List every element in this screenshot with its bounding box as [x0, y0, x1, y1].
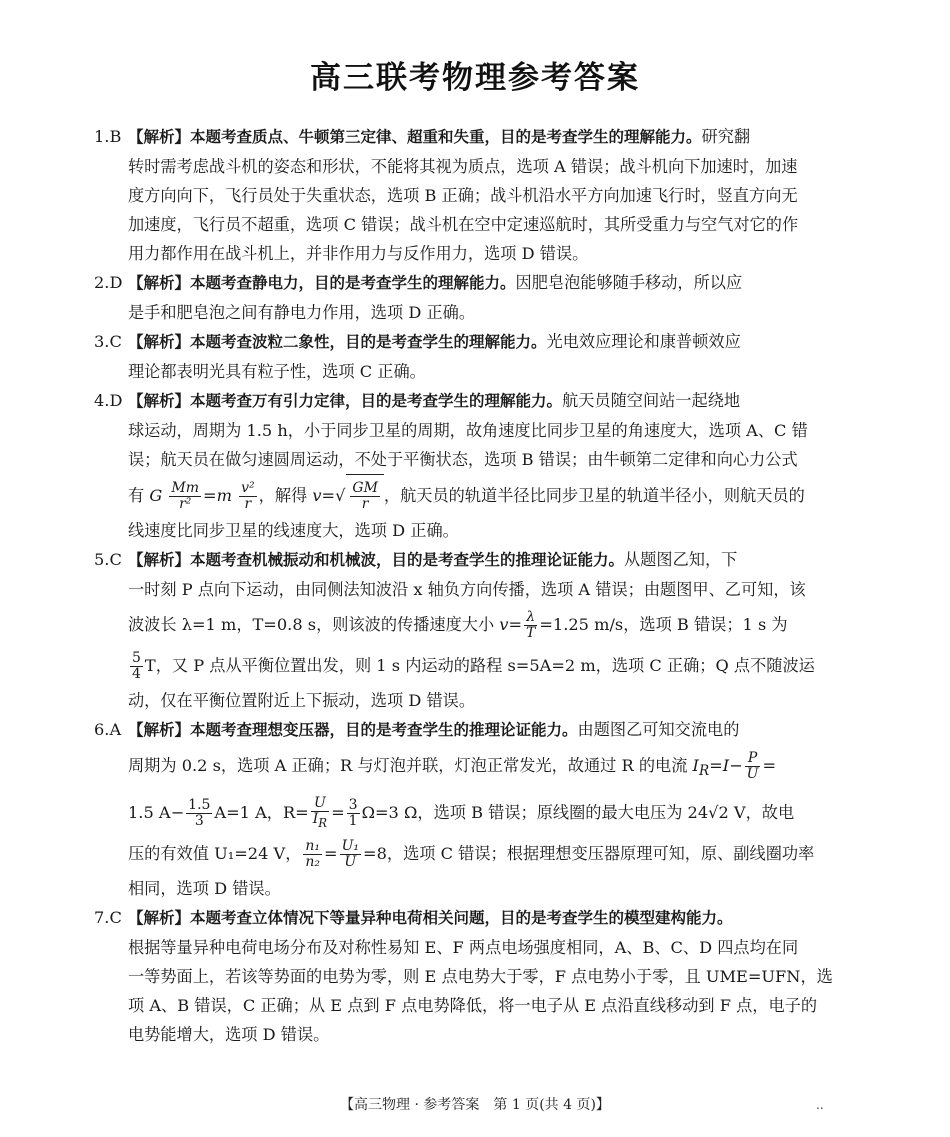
answer-text: 航天员随空间站一起绕地: [562, 391, 741, 410]
formula-line: $\frac{5}{4}$ T，又 P 点从平衡位置出发，则 1 s 内运动的路程 s=5A=2 m，选项 C 正确；Q 点不随波运: [132, 650, 815, 682]
analysis-tag: 【解析】: [128, 551, 191, 569]
answer-item-3: [94, 327, 828, 386]
answer-text: 球运动，周期为 1.5 h，小于同步卫星的周期，故角速度比同步卫星的角速度大，选项 A、C 错: [128, 421, 808, 440]
corner-mark: ..: [816, 1098, 824, 1112]
formula-gravity: G $\frac{Mm}{\text{r²}}$ =m $\frac{\text{v²}}{r}$: [149, 480, 255, 512]
topic-lead: 本题考查静电力，目的是考查学生的理解能力。: [190, 274, 516, 292]
answer-text: 线速度比同步卫星的线速度大，选项 D 正确。: [128, 521, 459, 540]
answer-number: 1.B: [94, 127, 122, 146]
page-footer: 【高三物理 · 参考答案 第 1 页(共 4 页)】: [340, 1097, 610, 1113]
answer-item-5: [94, 545, 828, 715]
answer-text: 加速度，飞行员不超重，选项 C 错误；战斗机在空中定速巡航时，其所受重力与空气对它的作: [128, 215, 799, 234]
answer-text: 是手和肥皂泡之间有静电力作用，选项 D 正确。: [128, 303, 476, 322]
answer-text: 误；航天员在做匀速圆周运动，不处于平衡状态，选项 B 错误；由牛顿第二定律和向心力公式: [128, 450, 798, 469]
page-title: 高三联考物理参考答案: [310, 60, 640, 96]
topic-lead: 本题考查理想变压器，目的是考查学生的推理论证能力。: [190, 721, 578, 739]
formula-line: 周期为 0.2 s，选项 A 正确；R 与灯泡并联，灯泡正常发光，故通过 R 的电流 $I_R=I-$ $\frac{P}{U}$ =: [128, 750, 777, 782]
analysis-tag: 【解析】: [128, 721, 191, 739]
answer-text: 因肥皂泡能够随手移动，所以应: [515, 273, 743, 292]
answer-list: [94, 122, 833, 1049]
answer-item-1: [94, 122, 828, 268]
answer-number: 4.D: [94, 391, 123, 410]
formula-line: 压的有效值 U₁=24 V， $\frac{\text{n₁}}{\text{n₂}}$ = $\frac{\text{U₁}}{U}$ =8，选项 C 错误；根据理想变压器原理可知，原、副线圈功率: [128, 838, 815, 871]
topic-lead: 本题考查万有引力定律，目的是考查学生的理解能力。: [190, 392, 563, 410]
answer-text: 动，仅在平衡位置附近上下振动，选项 D 错误。: [128, 691, 476, 710]
answer-number: 7.C: [94, 908, 122, 928]
answer-item-6: [94, 715, 828, 903]
answer-text: 由题图乙可知交流电的: [577, 720, 740, 739]
answer-number: 3.C: [94, 332, 122, 351]
analysis-tag: 【解析】: [128, 128, 191, 146]
answer-text: 相同，选项 D 错误。: [128, 879, 281, 899]
topic-lead: 本题考查质点、牛顿第三定律、超重和失重，目的是考查学生的理解能力。: [190, 128, 702, 146]
answer-item-7: [94, 903, 833, 1049]
answer-number: 6.A: [94, 720, 122, 739]
analysis-tag: 【解析】: [128, 392, 191, 410]
answer-text: 用力都作用在战斗机上，并非作用力与反作用力，选项 D 错误。: [128, 244, 589, 263]
formula-line: 有 G $\frac{Mm}{\text{r²}}$ =m $\frac{\text{v²}}{r}$ ，解得 v=√ $\frac{GM}{r}$ ，航天员的轨道半径比同步卫星的轨道半径小，则航天员的: [128, 474, 828, 516]
answer-text: 根据等量异种电荷电场分布及对称性易知 E、F 两点电场强度相同，A、B、C、D 四点均在同: [128, 938, 799, 958]
answer-text: 光电效应理论和康普顿效应: [546, 332, 741, 351]
answer-text: 转时需考虑战斗机的姿态和形状，不能将其视为质点，选项 A 错误；战斗机向下加速时，加速: [128, 157, 798, 176]
topic-lead: 本题考查波粒二象性，目的是考查学生的理解能力。: [190, 333, 547, 351]
answer-text: 度方向向下，飞行员处于失重状态，选项 B 正确；战斗机沿水平方向加速飞行时，竖直方向无: [128, 186, 798, 205]
analysis-tag: 【解析】: [128, 274, 191, 292]
formula-current: $I_R=I-$ $\frac{P}{U}$ =: [692, 750, 777, 782]
answer-text: 项 A、B 错误，C 正确；从 E 点到 F 点电势降低，将一电子从 E 点沿直线移动到 F 点，电子的: [128, 996, 818, 1016]
fraction-five-quarters: $\frac{5}{4}$: [132, 650, 141, 682]
answer-item-2: [94, 268, 828, 327]
answer-number: 2.D: [94, 273, 123, 292]
answer-text: 从题图乙知，下: [624, 550, 738, 569]
analysis-tag: 【解析】: [128, 333, 191, 351]
answer-text: 研究翻: [701, 127, 751, 146]
formula-line: 波波长 λ=1 m，T=0.8 s，则该波的传播速度大小 v= $\frac{\lambda}{T}$ =1.25 m/s，选项 B 错误；1 s 为: [128, 609, 788, 641]
answer-text: 理论都表明光具有粒子性，选项 C 正确。: [128, 362, 426, 381]
formula-line: 1.5 A− $\frac{1.5}{3}$ A=1 A，R= $\frac{U}{I_R}$ = $\frac{3}{1}$ Ω=3 Ω，选项 B 错误；原线圈的最大电压为 24√2 V，故电: [128, 795, 795, 831]
formula-wave-speed: v= $\frac{\lambda}{T}$: [499, 609, 536, 641]
formula-velocity: v=√ $\frac{GM}{r}$: [312, 486, 384, 505]
answer-number: 5.C: [94, 550, 122, 569]
topic-lead: 本题考查立体情况下等量异种电荷相关问题，目的是考查学生的模型建构能力。: [190, 909, 733, 928]
analysis-tag: 【解析】: [128, 909, 191, 928]
answer-item-4: [94, 386, 828, 545]
topic-lead: 本题考查机械振动和机械波，目的是考查学生的推理论证能力。: [190, 551, 625, 569]
answer-text: 一等势面上，若该等势面的电势为零，则 E 点电势大于零，F 点电势小于零，且 UME=UFN，选: [128, 967, 833, 987]
answer-text: 一时刻 P 点向下运动，由同侧法知波沿 x 轴负方向传播，选项 A 错误；由题图甲、乙可知，该: [128, 580, 806, 599]
answer-text: 电势能增大，选项 D 错误。: [128, 1025, 330, 1045]
